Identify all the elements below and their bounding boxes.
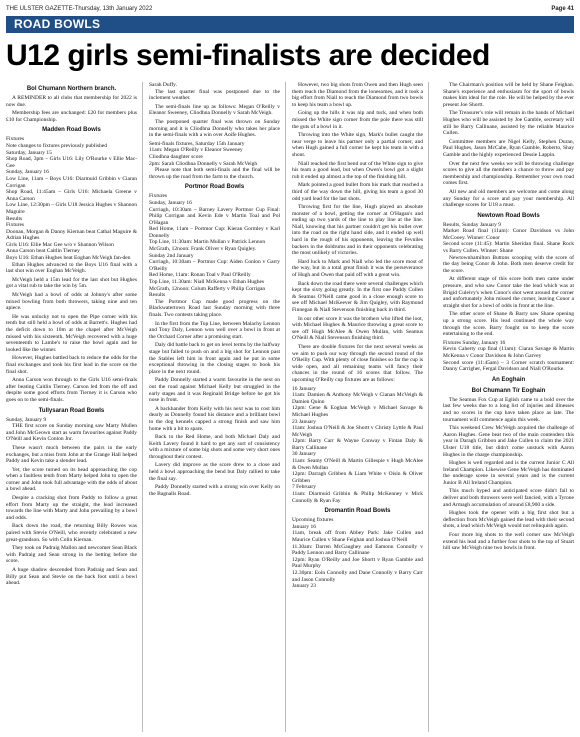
- paragraph: Mark pointed a good bullet from his mark that reached a third of the way down the hill, giving his team a good 30 odd yard lead for the last shots.: [292, 182, 423, 202]
- paragraph: Doonan, Morgan & Danny Kiernan beat Cathal Maguire & Adrian Hughes: [6, 228, 137, 242]
- paragraph: This much hyped and anticipated score didn't fail to deliver and both throwers were well fancied, with a Tyrone and Armagh accumulation of around £8,900 a side.: [443, 488, 574, 508]
- paragraph: In the first from the Top Line, between Malachy Lennon and Tony Daly, Lennon won well over a bowl in front at the Orchard Corner after a promising start.: [149, 320, 280, 340]
- paragraph: This weekend Crew McVeigh acquired the challenge of Aaron Hughes. Gene beat two of the main contenders this year in Daragh Gribbon and Jake Cullen to claim the 2021 Ulster U18 title, but didn't come unstuck with Aaron Hughes in the charge championship.: [443, 425, 574, 458]
- paragraph: 12pm: Darragh Gribben & Liam White v Oisin & Oliver Gribben: [292, 471, 423, 484]
- paragraph: Despite a cracking shot from Paddy to follow a great effort from Marty up the straight, the lead increased towards the line with Marty and John prevailing by a bowl and odds.: [6, 495, 137, 521]
- paragraph: Anna Carson beat Caitlin Tierney: [6, 248, 80, 255]
- paragraph: 11am: Megan O'Reilly v Eleanor Sweeney: [149, 147, 243, 154]
- paragraph: Back to the Red Home, and both Michael Daly and Keith Lavery found it hard to get any sort of consistency with a mixture of some big shots and some very short ones throughout their contest.: [149, 434, 280, 460]
- paragraph: Paddy Donnelly started with a strong win over Kelly on the Bagnalls Road.: [149, 484, 280, 497]
- paragraph: 11am, break off from Abbey Park: Jake Cullen and Maurice Cullen v Shane Feighan and Joshua O'Neill: [292, 530, 423, 543]
- paragraph: Please note that both semi-finals and the final will be thrown up the road from the farm to the church.: [149, 167, 280, 180]
- paragraph: Fixtures: [6, 222, 25, 229]
- paragraph: Daly did battle back to get on level terms by the halfway stage but failed to push on and a big shot for Lennon past the Stables left him in front again and he put in some exceptional throwing in the closing stages to book his place in the next round.: [149, 342, 280, 375]
- paragraph: THE first score on Sunday morning saw Marty Mullen and John McGeown start as warm favourites against Paddy O'Neill and Kevin Conlon Jnr.: [6, 423, 137, 443]
- paragraph: Sunday 2nd January: [149, 252, 194, 259]
- sub-heading: Madden Road Bowls: [42, 127, 101, 134]
- paragraph: However, two big shots from Owen and then Hugh seen them reach the Diamond from the lonesomes, and it took a big effort from Niall to reach the Diamond from two bowls to keep his team a bowl up.: [292, 82, 423, 108]
- page-number: Page 41: [551, 6, 574, 12]
- paragraph: Membership fees are unchanged: £20 for members plus £10 for Championship.: [6, 110, 137, 123]
- paragraph: 11am: Diarmuid Gribbin & Philip McKenney v Mick Connolly & Ryan Fay: [292, 491, 423, 504]
- paragraph: The postponed quarter final was thrown on Sunday morning and it is Cliodhna Donnelly who takes her place in the semi-finals with a win over Aoife Hughes.: [149, 118, 280, 139]
- paragraph: Boys U16: Ethan Hughes beat Eoghan McVeigh fan-den: [6, 255, 131, 262]
- sub-heading: Portmor Road Bowls: [184, 184, 245, 191]
- sub-heading: An Eoghain: [491, 376, 526, 383]
- paragraph: Hard luck to Mark and Niall who led the score most of the way, but in a total great finish it was the perseverance of Hugh and Owen that paid off with a great win.: [292, 258, 423, 279]
- paragraph: Semi-finals fixtures, Saturday 15th January: [149, 140, 245, 147]
- paragraph: 11.30am: Darren McGaughey and Eamonn Connolly v Paddy Lennon and Barry Callinane: [292, 543, 423, 557]
- paragraph: Paddy Donnelly started a warm favourite in the next on out the road against Michael Kelly but struggled in the early stages and it was Reginald Bridge before he got his nose in front.: [149, 377, 280, 404]
- sub-heading: Bol Chumann Tír Eoghain: [471, 387, 546, 394]
- paragraph: Low Line, 11am – Boys U16: Diarmuid Gribbin v Ciaran Corrigan: [6, 175, 137, 189]
- paragraph: Ethan Hughes advanced to the Boys U16 final with a last shot win over Eoghan McVeigh.: [6, 261, 137, 275]
- section-banner: ROAD BOWLS: [6, 16, 574, 33]
- paragraph: McVeigh held a 15m lead for the last shot but Hughes got a vital rub to take the win by 5m.: [6, 276, 137, 290]
- paragraph: 7 February: [292, 484, 316, 491]
- paragraph: Sunday, January 9: [6, 416, 47, 423]
- paragraph: 12pm: Barry Carr & Wayne Conway v Fintan Daly & Barry Callinane: [292, 438, 423, 451]
- page-header: [6, 4, 574, 14]
- paragraph: 16 January: [292, 385, 316, 392]
- paragraph: Hughes is well regarded and is the current Junior C All Ireland Champion. Likewise Gene McVeigh has dominated the underage scene in several years and is the current Junior B All Ireland Champion.: [443, 460, 574, 486]
- paragraph: Fixtures: [149, 193, 168, 200]
- paragraph: He was unlucky not to open the Pipe corner with his tenth but still held a bowl of odds at Barrett's. Hughes had the deficit down to 10m at the chapel after McVeigh missed with his sixteenth. McVeigh recovered with a huge seventeenth to Lambe's to raise the bowl again and he looked like the winner.: [6, 313, 137, 353]
- paragraph: The Portmor Cup made good progress on the Blackwatertown Road last Sunday morning with three finals. Two contests taking place.: [149, 298, 280, 318]
- paragraph: Sarah Duffy.: [149, 82, 177, 88]
- paragraph: Throwing first for the line, Hugh played an absolute monster of a bowl, getting the corner at O'Hagan's and ending up two yards of the line to play line at the line. Niall, knowing that his partner couldn't get his bullet over into the road on the right hand side, and it ended up well hard in the rough of his opponents, leaving the Fevniles backers in the doldrums and in their opponents celebrating the most unlikely of victories.: [292, 204, 423, 257]
- paragraph: Upcoming fixtures: [292, 517, 334, 524]
- column-1: [6, 82, 137, 732]
- paragraph: Second score (11:45am) – 3 Corner scratch tournament: Danny Carrigher, Fergal Davidson and Niall O'Rourke.: [443, 359, 574, 373]
- paragraph: Curriagh, 10:30am – Barney Lavery Portmor Cup Final: Philip Corrigan and Kevin Ede v Martin Toal and Pol O'Hagan: [149, 206, 280, 226]
- paragraph: Fixtures: [6, 136, 25, 143]
- paragraph: There are double fixtures for the next several weeks as we aim to push our way through the second round of the O'Reilly Cup. With plenty of close finishes so far the cup is wide open, and all remaining teams will fancy their chances in the round of 16 scores that follow. The upcoming O'Reilly cup fixtures are as follows:: [292, 343, 423, 383]
- paragraph: A REMINDER to all clubs that membership for 2022 is now due.: [6, 95, 137, 108]
- paragraph: Second score (11:45): Martin Sheridan final. Shane Rock vs Barry Cullen. Winner: Shane: [443, 241, 574, 255]
- headline: U12 girls semi-finalists are decided: [6, 39, 490, 72]
- paragraph: The Seamus Fox Cup at Eglish came to a bold over the last few weeks due to a long list of injuries and illnesses and no scores in the cup have taken place as late. The tournament will commence again this week.: [443, 396, 574, 423]
- paragraph: 30 January: [292, 451, 316, 458]
- paragraph: 12pm: Ryan O'Reilly and Joe Shortt v Ryan Gamble and Paul Murphy: [292, 556, 423, 570]
- paragraph: Red Home, 11am – Portmor Cup: Kieran Gormley v Karl Donnelly: [149, 226, 280, 239]
- paragraph: 11am: Damien & Anthony McVeigh v Cianan McVeigh & Damien Quinn: [292, 392, 423, 405]
- paragraph: The last quarter final was postponed due to the inclement weather.: [149, 88, 280, 102]
- paragraph: A huge shadow descended from Padraig and Sean and Billy put Sean and Stevie on the back foot until a bowl ahead.: [6, 567, 137, 587]
- paragraph: The semi-finals line up as follows: Megan O'Reilly v Eleanor Sweeney, Cliodhna Donnelly v Sarah McVeigh.: [149, 103, 280, 117]
- paragraph: A backhander from Kelly with his next was to cost him dearly as Donnelly found his distance and a brilliant bowl to the dog kennels capped a strong finish and saw him home with a bit to spare.: [149, 405, 280, 432]
- paragraph: Shop Road, 11:45am – Girls U16: Michaela Greene v Anna Carson: [6, 189, 137, 202]
- paragraph: Top Line, 11.30am: Niall McKenna v Ethan Hughes: [149, 279, 265, 286]
- paragraph: Niall reached the first bend out of the White sign to give his team a good lead, but when Owen's bowl got a slight rub it ended up almost a the top of the finishing hill.: [292, 160, 423, 180]
- paragraph: 23 January: [292, 418, 316, 425]
- paragraph: 12pm: Gene & Eoghan McVeigh v Michael Savage & Michael Hughes: [292, 405, 423, 418]
- paragraph: Back down the road there were several challenges which kept the sixty going greatly. In the first one Paddy Cullen & Seamus O'Neill came good in a close enough score to see off Michael McKeever & Jim Quigley, with Raymond Finnegan & Niall Stevenson finishing back in third.: [292, 280, 423, 313]
- article-columns: [6, 82, 574, 732]
- sub-heading: Bol Chumann Northern branch.: [26, 86, 117, 92]
- paragraph: Hughes took the opener with a big first shot but a deflection from McVeigh gained the lead with their second shots, a lead which McVeigh would not relinquish again.: [443, 510, 574, 530]
- paragraph: Throwing into the White sign, Mark's bullet caught the near verge to leave his partner only a partial corner, and when Hugh gained a full corner he kept his team in with a shout.: [292, 132, 423, 158]
- paragraph: McGrath, 12noon: Colum Rafferty v Philip Corrigan: [149, 285, 266, 292]
- paragraph: Back down the road, the returning Billy Rowes was paired with Stevie O'Neill, who recently celebrated a new great-grandson. So with Colin Kiernan.: [6, 523, 137, 543]
- paragraph: Curriagh, 10:30am – Portmor Cup: Aiden Conlon v Garry O'Reilly: [149, 259, 280, 272]
- paragraph: Low Line, 12:30pm – Girls U18 Jessica Hughes v Shannon Maguire: [6, 202, 137, 215]
- paragraph: Results, Sunday January 9: [443, 221, 502, 228]
- paragraph: 11am: Seamy O'Neill & Martin Gillespie v Hugh McAlee & Owen Mullan: [292, 458, 423, 471]
- sub-heading: Dromantin Road Bowls: [324, 508, 391, 515]
- paragraph: These wasn't much between the pairs in the early exchanges, but a miss from John at the Grange Hall helped Paddy and Kevin take a slender lead.: [6, 444, 137, 465]
- paragraph: All new and old members are welcome and come along any Sunday for a score and pay your membership. All challenge scores for U18 a must.: [443, 188, 574, 209]
- paragraph: Results: [149, 292, 166, 299]
- paragraph: Saturday, January 15: [6, 149, 52, 156]
- paragraph: The Treasurer's role will remain in the hands of Michael Hughes who will be assisted by Joe Gamble, secretary will still be Barry Callinane, assisted by the reliable Maurice Cullen.: [443, 110, 574, 137]
- column-2: [149, 82, 280, 732]
- paragraph: 2pm: Sarah Cliodhna Donnelly v Sarah McVeigh: [149, 160, 258, 167]
- paragraph: The Chairman's position will be held by Shane Feighan. Shane's experience and enthusiasm for the sport of bowls makes him ideal for the role. He will be helped by the ever present Joe Shortt.: [443, 82, 574, 108]
- column-4: [443, 82, 574, 732]
- paragraph: Over the next few weeks we will be throwing challenge scores to give all the members a chance to throw and pay membership and championship. Remember your own road comes first.: [443, 160, 574, 187]
- paragraph: 12.30pm: Eoin Connolly and Dane Connolly v Barry Carr and Jason Connolly: [292, 569, 423, 583]
- paragraph: McVeigh had a bowl of odds at Johnny's after some mixed bowling from both throwers, taking nine and ten apiece.: [6, 292, 137, 312]
- column-3: [292, 82, 423, 732]
- paragraph: 11am: Joshua O'Neill & Joe Shortt v Christy Lyttle & Paul McVeigh: [292, 425, 423, 438]
- paragraph: Note changes to fixtures previously published: [6, 142, 107, 149]
- paragraph: January 23: [292, 583, 316, 590]
- paragraph: Shop Road, 3pm – Girls U16: Lily O'Rourke v Ellie Mac-Gee: [6, 156, 137, 169]
- paragraph: Sunday, January 16: [6, 169, 49, 176]
- paragraph: Market Road final (11am): Conor Davidson vs John McCooey. Winner: Conor: [443, 228, 574, 241]
- paragraph: Kevin Caherty cup final (11am): Ciaran Savage & Martin McKenna v Conor Davidson & John Garvey: [443, 346, 574, 359]
- paragraph: Committee members are Nigel Kelly, Stephen Duran, Paul Hughes, Jason McCabe, Ryan Gamble, Roberto, Shay Gamble and the highly experienced Dessie Lappin.: [443, 138, 574, 158]
- paragraph: Newtownhamilton Buttons scooping with the score of the day being Conor & John. Both men deserve credit for the score.: [443, 254, 574, 274]
- paragraph: Red Home, 11am: Ronan Toal v Paul O'Reilly: [149, 272, 251, 279]
- paragraph: Lavery did improve as the score drew to a close and held a bowl approaching the bend but Daly rallied to take the final say.: [149, 462, 280, 482]
- paragraph: Cliodhna daughter score: [149, 153, 203, 160]
- paragraph: They took on Padraig Mallon and newcomer Sean Black with Padraig and Sean strong in the betting before the score.: [6, 545, 137, 565]
- paragraph: Yet, the score turned on its head approaching the cop when a faultless tenth from Marty helped John to open the corner and John took full advantage with the odds of about a bowl ahead.: [6, 466, 137, 493]
- sub-heading: Tullysaran Road Bowls: [38, 407, 105, 414]
- paragraph: However, Hughes battled back to reduce the odds for the final exchanges and took his first lead in the score on the final shot.: [6, 355, 137, 375]
- paragraph: Anna Carson won through to the Girls U16 semi-finals after beating Caitlin Tierney. Carson led from the off and despite some good efforts from Tierney it is Carson who goes on to the semi-finals.: [6, 377, 137, 403]
- paragraph: At different stage of this score both men came under pressure, and who saw Conor take the lead which was at Brigid Culeivy's when Conor's shot went around the corner and unfortunately John missed the corner, leaving Conor a straight shot for a bowl of odds in front at the line.: [443, 276, 574, 309]
- paragraph: In our other score it was the brothers who lifted the loot, with Michael Hughes & Maurice throwing a great score to see off Hugh McAlee & Owen Mullan, with Seamus O'Neill & Niall Stevenson finishing third.: [292, 315, 423, 342]
- paragraph: Top Line, 11:30am: Martin Mullan v Patrick Lennon: [149, 239, 266, 246]
- paragraph: Sunday, January 16: [149, 199, 192, 206]
- paragraph: Four more big shots to the well corner saw McVeigh extend his lead and a further four shots to the top of Stuart hill saw McVeigh nine two bowls in front.: [443, 532, 574, 552]
- paragraph: Girls U16: Ellie Mac Gee w/o v Shannon Wilson: [6, 241, 114, 248]
- paragraph: Fixtures Sunday, January 16: [443, 339, 506, 346]
- sub-heading: Newtown Road Bowls: [477, 212, 540, 219]
- paragraph: January 16: [292, 523, 316, 530]
- paragraph: Going up the hills it was nip and tuck, and when both missed the White sign corner from the pole there was still the guts of a bowl in it.: [292, 110, 423, 130]
- newspaper-dateline: THE ULSTER GAZETTE-Thursday, 13th January 2022: [6, 6, 153, 12]
- paragraph: The other score of Shane & Barry saw Shane opening up a strong score. His lead continued the whole way through the score. Barry fought on to keep the score entertaining to the end.: [443, 311, 574, 338]
- paragraph: Results: [6, 215, 23, 222]
- paragraph: McGrath, 12noon: Frank Oliver v Ryan Quigley.: [149, 246, 257, 253]
